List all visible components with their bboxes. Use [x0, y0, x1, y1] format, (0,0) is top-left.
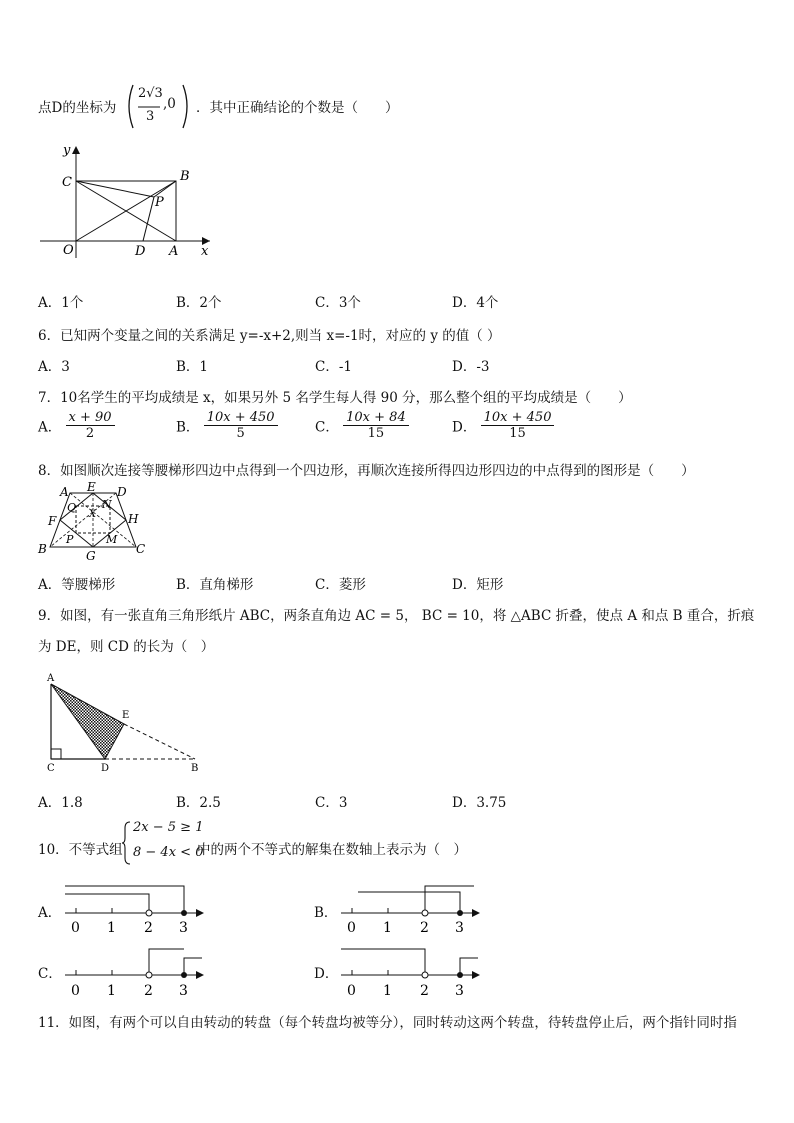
tri-label-b: B	[191, 763, 199, 774]
q7-option-d: D． $\frac{10x + 450}{15}$	[452, 410, 554, 441]
trap-label-c: C	[136, 542, 146, 556]
tick-3: 3	[455, 983, 464, 999]
tick-1: 1	[383, 920, 392, 936]
tick-2: 2	[420, 920, 429, 936]
trap-label-p: P	[66, 533, 74, 546]
q5-rectangle-figure	[34, 142, 219, 260]
q10-prefix: 10．不等式组	[38, 842, 123, 858]
tick-2: 2	[144, 983, 153, 999]
tri-label-a: A	[47, 673, 55, 684]
q9-option-c: C．3	[315, 795, 348, 811]
q10-suffix: 中的两个不等式的解集在数轴上表示为（ ）	[197, 842, 467, 858]
q8-option-c: C．菱形	[315, 577, 366, 593]
q10-option-d-key: D．	[314, 966, 339, 982]
tri-label-c: C	[47, 763, 55, 774]
point-label-o: O	[63, 243, 74, 258]
point-label-p: P	[155, 195, 164, 210]
trap-label-x: X	[89, 509, 97, 520]
inequality-2: 8 − 4x < 0	[133, 845, 204, 860]
tick-3: 3	[179, 920, 188, 936]
q9-stem-line2: 为 DE，则 CD 的长为（ ）	[38, 639, 215, 655]
q8-trapezoid-figure	[36, 481, 148, 563]
q6-option-c: C．-1	[315, 359, 352, 375]
trap-label-d: D	[117, 485, 127, 499]
q10-option-c-key: C．	[38, 966, 62, 982]
q6-stem: 6．已知两个变量之间的关系满足 y=-x+2,则当 x=-1时，对应的 y 的值（ ）	[38, 328, 501, 344]
coord-numerator: 2√3	[138, 86, 163, 101]
trap-label-a: A	[60, 485, 69, 499]
q8-stem: 8．如图顺次连接等腰梯形四边中点得到一个四边形，再顺次连接所得四边形四边的中点得到的图形是（ ）	[38, 463, 695, 479]
tick-1: 1	[107, 920, 116, 936]
trap-label-m: M	[106, 533, 118, 546]
q10-option-a-key: A．	[38, 905, 62, 921]
inequality-1: 2x − 5 ≥ 1	[133, 820, 204, 835]
coord-sep: ,0	[163, 96, 176, 112]
q6-option-b: B．1	[176, 359, 209, 375]
tick-2: 2	[144, 920, 153, 936]
tick-0: 0	[347, 920, 356, 936]
tick-3: 3	[179, 983, 188, 999]
tick-0: 0	[347, 983, 356, 999]
q5-option-c: C．3个	[315, 295, 361, 311]
q9-option-d: D．3.75	[452, 795, 507, 811]
numberline-c	[62, 944, 212, 1000]
q9-triangle-figure	[40, 670, 210, 776]
tick-0: 0	[71, 983, 80, 999]
axis-label-y: y	[63, 143, 71, 158]
tick-1: 1	[383, 983, 392, 999]
q8-option-b: B．直角梯形	[176, 577, 254, 593]
q8-option-a: A．等腰梯形	[38, 577, 116, 593]
q9-option-a: A．1.8	[38, 795, 83, 811]
trap-label-n: N	[102, 498, 112, 511]
q8-option-d: D．矩形	[452, 577, 504, 593]
q5-intro-suffix: ．其中正确结论的个数是（ ）	[196, 100, 399, 116]
q6-option-a: A．3	[38, 359, 70, 375]
trap-label-h: H	[128, 512, 139, 526]
q5-option-a: A．1个	[38, 295, 84, 311]
q5-option-b: B．2个	[176, 295, 222, 311]
q7-stem: 7．10名学生的平均成绩是 x，如果另外 5 名学生每人得 90 分，那么整个组的平均成绩是（ ）	[38, 390, 632, 406]
q6-option-d: D．-3	[452, 359, 490, 375]
q11-stem: 11．如图，有两个可以自由转动的转盘（每个转盘均被等分），同时转动这两个转盘，待转盘停止后，两个指针同时指	[38, 1015, 737, 1031]
tick-1: 1	[107, 983, 116, 999]
q7-option-a: A． $\frac{x + 90}{2}$	[38, 410, 115, 441]
tick-2: 2	[420, 983, 429, 999]
tri-label-e: E	[122, 710, 130, 721]
numberline-d	[338, 944, 488, 1000]
q7-option-b: B． $\frac{10x + 450}{5}$	[176, 410, 278, 441]
q5-option-d: D．4个	[452, 295, 499, 311]
q5-intro	[38, 96, 116, 116]
point-label-d: D	[135, 244, 146, 259]
q7-option-c: C． $\frac{10x + 84}{15}$	[315, 410, 409, 441]
tick-0: 0	[71, 920, 80, 936]
numberline-a	[62, 880, 212, 936]
tick-3: 3	[455, 920, 464, 936]
point-label-c: C	[62, 175, 72, 190]
trap-label-e: E	[87, 481, 96, 494]
point-label-a: A	[169, 244, 179, 259]
trap-label-f: F	[48, 514, 57, 528]
point-label-b: B	[180, 169, 190, 184]
q9-option-b: B．2.5	[176, 795, 221, 811]
trap-label-q: Q	[67, 501, 77, 514]
axis-label-x: x	[201, 244, 209, 259]
tri-label-d: D	[101, 763, 110, 774]
coord-denominator: 3	[146, 109, 155, 124]
q5-intro-prefix: 点D的坐标为	[38, 100, 117, 116]
trap-label-b: B	[38, 542, 47, 556]
q9-stem-line1: 9．如图，有一张直角三角形纸片 ABC，两条直角边 AC = 5， BC = 10，将 △ABC 折叠，使点 A 和点 B 重合，折痕	[38, 608, 755, 624]
q10-option-b-key: B．	[314, 905, 338, 921]
system-brace	[122, 820, 132, 866]
numberline-b	[338, 880, 488, 936]
trap-label-g: G	[86, 549, 96, 563]
